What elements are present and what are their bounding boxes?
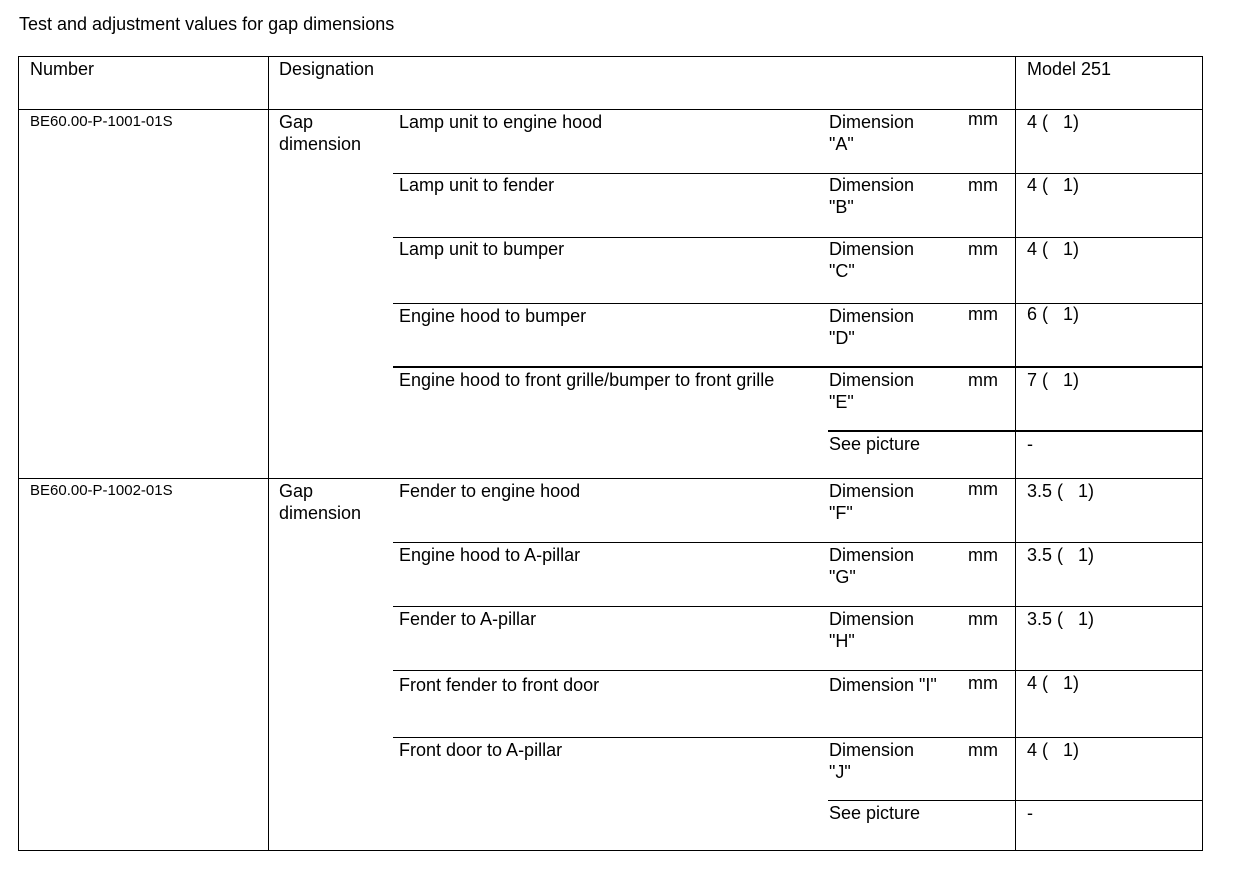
row-unit: mm xyxy=(968,175,998,195)
row-dimension: Dimension "D" xyxy=(829,306,915,348)
row-divider xyxy=(828,430,1203,432)
row-value: 4 ( 1) xyxy=(1027,740,1080,760)
row-dimension: Dimension "B" xyxy=(829,175,915,217)
row-dimension: Dimension "G" xyxy=(829,545,915,587)
row-divider xyxy=(393,542,1203,543)
column-divider-number xyxy=(268,56,269,851)
row-dimension: Dimension "I" xyxy=(829,675,937,695)
row-unit: mm xyxy=(968,109,998,129)
row-unit: mm xyxy=(968,609,998,629)
header-divider xyxy=(18,109,1203,110)
row-value: 4 ( 1) xyxy=(1027,239,1080,259)
row-description: Front fender to front door xyxy=(399,675,600,695)
header-designation: Designation xyxy=(279,59,375,79)
column-divider-model xyxy=(1015,56,1016,851)
row-value: 4 ( 1) xyxy=(1027,175,1080,195)
row-value: 6 ( 1) xyxy=(1027,304,1080,324)
row-unit: mm xyxy=(968,740,998,760)
row-description: Front door to A-pillar xyxy=(399,740,563,760)
row-divider xyxy=(393,670,1203,671)
row-unit: mm xyxy=(968,479,998,499)
row-unit: mm xyxy=(968,673,998,693)
row-value: 4 ( 1) xyxy=(1027,112,1080,132)
row-value: 7 ( 1) xyxy=(1027,370,1080,390)
table-border-bottom xyxy=(18,850,1203,851)
table-border-left xyxy=(18,56,19,851)
table-border-right xyxy=(1202,56,1203,851)
row-divider xyxy=(393,606,1203,607)
header-model: Model 251 xyxy=(1027,59,1112,79)
see-picture-label: See picture xyxy=(829,434,921,454)
group-number: BE60.00-P-1001-01S xyxy=(30,113,173,130)
see-picture-label: See picture xyxy=(829,803,921,823)
row-dimension: Dimension "E" xyxy=(829,370,915,412)
group-divider xyxy=(18,478,1203,479)
row-dimension: Dimension "C" xyxy=(829,239,915,281)
row-description: Lamp unit to bumper xyxy=(399,239,565,259)
row-value: 3.5 ( 1) xyxy=(1027,609,1095,629)
row-divider xyxy=(393,737,1203,738)
row-description: Fender to A-pillar xyxy=(399,609,537,629)
row-description: Engine hood to front grille/bumper to front grille xyxy=(399,370,775,390)
row-divider xyxy=(393,366,1203,368)
table-border-top xyxy=(18,56,1203,57)
row-divider xyxy=(828,800,1203,801)
document-title: Test and adjustment values for gap dimensions xyxy=(19,14,395,34)
row-dimension: Dimension "J" xyxy=(829,740,915,782)
row-unit: mm xyxy=(968,370,998,390)
row-description: Lamp unit to fender xyxy=(399,175,555,195)
row-value: 3.5 ( 1) xyxy=(1027,545,1095,565)
row-description: Fender to engine hood xyxy=(399,481,581,501)
group-number: BE60.00-P-1002-01S xyxy=(30,482,173,499)
row-value: 3.5 ( 1) xyxy=(1027,481,1095,501)
row-unit: mm xyxy=(968,545,998,565)
row-value: 4 ( 1) xyxy=(1027,673,1080,693)
row-dimension: Dimension "F" xyxy=(829,481,915,523)
group-designation: Gap dimension xyxy=(279,481,362,523)
row-unit: mm xyxy=(968,304,998,324)
see-picture-value: - xyxy=(1027,434,1033,454)
row-dimension: Dimension "H" xyxy=(829,609,915,651)
row-dimension: Dimension "A" xyxy=(829,112,915,154)
row-unit: mm xyxy=(968,239,998,259)
row-description: Engine hood to bumper xyxy=(399,306,587,326)
row-divider xyxy=(393,303,1203,304)
header-number: Number xyxy=(30,59,95,79)
see-picture-value: - xyxy=(1027,803,1033,823)
group-designation: Gap dimension xyxy=(279,112,362,154)
row-description: Lamp unit to engine hood xyxy=(399,112,603,132)
row-description: Engine hood to A-pillar xyxy=(399,545,581,565)
